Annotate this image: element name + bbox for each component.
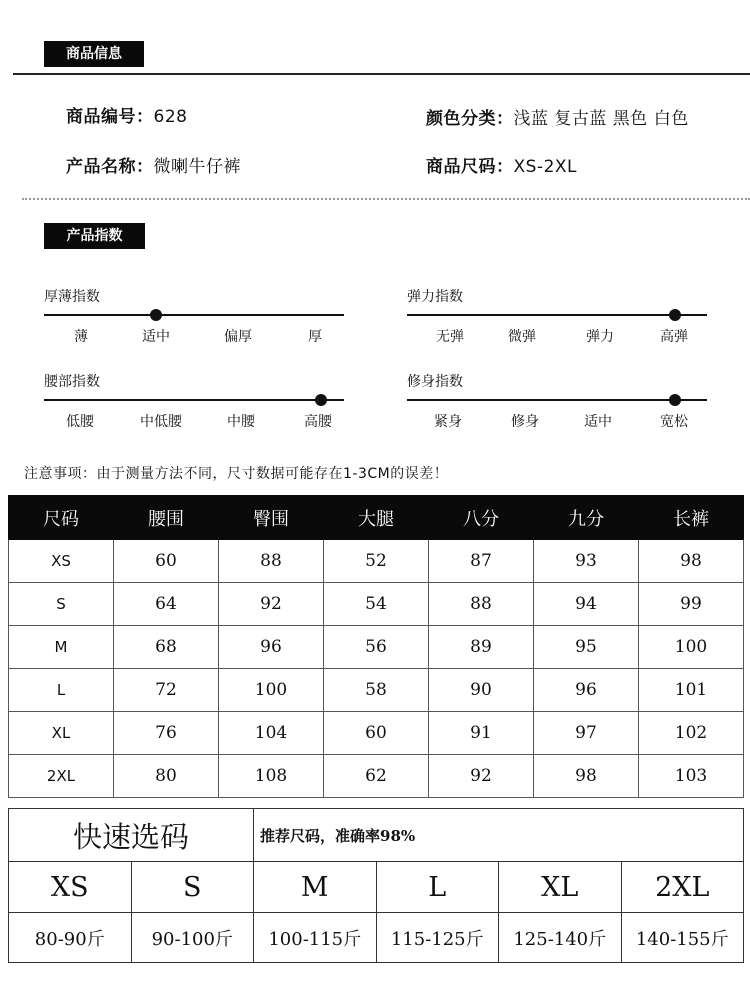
index-thickness xyxy=(44,286,344,346)
table-row xyxy=(9,669,744,712)
table-cell: 88 xyxy=(219,540,324,583)
table-cell: XL xyxy=(9,712,114,755)
quick-weight-cell: 80-90斤 xyxy=(9,913,132,963)
table-cell: 60 xyxy=(324,712,429,755)
color-category-value: 浅蓝 复古蓝 黑色 白色 xyxy=(513,109,689,129)
index-marker xyxy=(669,309,681,321)
product-code xyxy=(66,102,187,127)
table-cell: 93 xyxy=(534,540,639,583)
index-label: 高弹 xyxy=(660,329,688,345)
index-title: 腰部指数 xyxy=(44,374,100,390)
table-cell: M xyxy=(9,626,114,669)
table-row xyxy=(9,712,744,755)
table-cell: 96 xyxy=(219,626,324,669)
quick-weight-cell: 125-140斤 xyxy=(499,913,622,963)
table-cell: 100 xyxy=(639,626,744,669)
color-category-label: 颜色分类： xyxy=(426,109,514,129)
table-row xyxy=(9,540,744,583)
table-cell: 64 xyxy=(114,583,219,626)
index-line xyxy=(407,314,707,316)
section-tag-product-index: 产品指数 xyxy=(44,223,145,249)
table-cell: 92 xyxy=(219,583,324,626)
index-fit xyxy=(407,371,707,431)
col-header: 尺码 xyxy=(9,496,114,540)
col-header: 长裤 xyxy=(639,496,744,540)
col-header: 臀围 xyxy=(219,496,324,540)
index-label: 适中 xyxy=(142,329,170,345)
quick-weight-cell: 115-125斤 xyxy=(376,913,499,963)
index-line xyxy=(407,399,707,401)
product-name-value: 微喇牛仔裤 xyxy=(153,157,241,177)
table-cell: XS xyxy=(9,540,114,583)
product-size-label: 商品尺码： xyxy=(426,157,514,177)
quick-weight-cell: 100-115斤 xyxy=(254,913,377,963)
table-cell: 54 xyxy=(324,583,429,626)
quick-weight-cell: 140-155斤 xyxy=(621,913,744,963)
product-code-value: 628 xyxy=(153,107,188,127)
table-cell: 72 xyxy=(114,669,219,712)
product-code-label: 商品编号： xyxy=(66,107,154,127)
quick-size-cell: M xyxy=(254,862,377,913)
measurement-note: 注意事项：由于测量方法不同，尺寸数据可能存在1-3CM的误差！ xyxy=(24,466,449,482)
table-cell: 60 xyxy=(114,540,219,583)
table-cell: 104 xyxy=(219,712,324,755)
table-cell: 90 xyxy=(429,669,534,712)
quick-size-title: 快速选码 xyxy=(9,809,254,862)
index-label: 中低腰 xyxy=(140,414,182,430)
table-cell: 97 xyxy=(534,712,639,755)
quick-size-cell: L xyxy=(376,862,499,913)
quick-size-header xyxy=(9,809,744,862)
index-label: 高腰 xyxy=(304,414,332,430)
index-label: 弹力 xyxy=(586,329,614,345)
table-cell: 76 xyxy=(114,712,219,755)
index-waist xyxy=(44,371,344,431)
quick-size-row xyxy=(9,862,744,913)
table-cell: 99 xyxy=(639,583,744,626)
dotted-divider xyxy=(22,198,750,200)
table-cell: 102 xyxy=(639,712,744,755)
index-label: 厚 xyxy=(308,329,322,345)
index-marker xyxy=(150,309,162,321)
table-cell: L xyxy=(9,669,114,712)
table-cell: 80 xyxy=(114,755,219,798)
table-cell: 94 xyxy=(534,583,639,626)
recommend-text: 推荐尺码，准确率98% xyxy=(254,809,744,862)
index-title: 修身指数 xyxy=(407,374,463,390)
index-line xyxy=(44,399,344,401)
table-cell: 2XL xyxy=(9,755,114,798)
table-cell: 98 xyxy=(534,755,639,798)
index-marker xyxy=(315,394,327,406)
table-cell: 103 xyxy=(639,755,744,798)
index-label: 紧身 xyxy=(434,414,462,430)
table-cell: 88 xyxy=(429,583,534,626)
table-cell: 92 xyxy=(429,755,534,798)
index-title: 厚薄指数 xyxy=(44,289,100,305)
table-cell: 95 xyxy=(534,626,639,669)
index-label: 微弹 xyxy=(508,329,536,345)
quick-size-cell: XL xyxy=(499,862,622,913)
quick-weight-row xyxy=(9,913,744,963)
table-cell: S xyxy=(9,583,114,626)
index-line xyxy=(44,314,344,316)
col-header: 九分 xyxy=(534,496,639,540)
index-label: 中腰 xyxy=(227,414,255,430)
table-row xyxy=(9,755,744,798)
product-name-label: 产品名称： xyxy=(66,157,154,177)
table-cell: 56 xyxy=(324,626,429,669)
quick-size-table xyxy=(8,808,744,963)
section-tag-product-info: 商品信息 xyxy=(44,41,144,67)
index-label: 修身 xyxy=(511,414,539,430)
table-cell: 98 xyxy=(639,540,744,583)
quick-weight-cell: 90-100斤 xyxy=(131,913,254,963)
index-label: 宽松 xyxy=(660,414,688,430)
table-row xyxy=(9,626,744,669)
quick-size-cell: XS xyxy=(9,862,132,913)
index-label: 低腰 xyxy=(66,414,94,430)
col-header: 大腿 xyxy=(324,496,429,540)
product-size-value: XS-2XL xyxy=(513,157,578,177)
index-elasticity xyxy=(407,286,707,346)
table-cell: 101 xyxy=(639,669,744,712)
table-cell: 108 xyxy=(219,755,324,798)
size-table-header xyxy=(9,496,744,540)
table-row xyxy=(9,583,744,626)
table-cell: 96 xyxy=(534,669,639,712)
table-cell: 91 xyxy=(429,712,534,755)
quick-size-cell: 2XL xyxy=(621,862,744,913)
table-cell: 68 xyxy=(114,626,219,669)
index-title: 弹力指数 xyxy=(407,289,463,305)
table-cell: 87 xyxy=(429,540,534,583)
table-cell: 89 xyxy=(429,626,534,669)
index-marker xyxy=(669,394,681,406)
table-cell: 62 xyxy=(324,755,429,798)
index-label: 无弹 xyxy=(436,329,464,345)
col-header: 八分 xyxy=(429,496,534,540)
table-cell: 58 xyxy=(324,669,429,712)
index-label: 偏厚 xyxy=(224,329,252,345)
header-rule xyxy=(13,73,750,75)
table-cell: 52 xyxy=(324,540,429,583)
table-cell: 100 xyxy=(219,669,324,712)
index-label: 适中 xyxy=(584,414,612,430)
quick-size-cell: S xyxy=(131,862,254,913)
col-header: 腰围 xyxy=(114,496,219,540)
index-label: 薄 xyxy=(74,329,88,345)
size-table xyxy=(8,495,744,798)
product-size-range xyxy=(426,152,577,177)
product-name xyxy=(66,152,241,177)
color-category xyxy=(426,104,689,129)
